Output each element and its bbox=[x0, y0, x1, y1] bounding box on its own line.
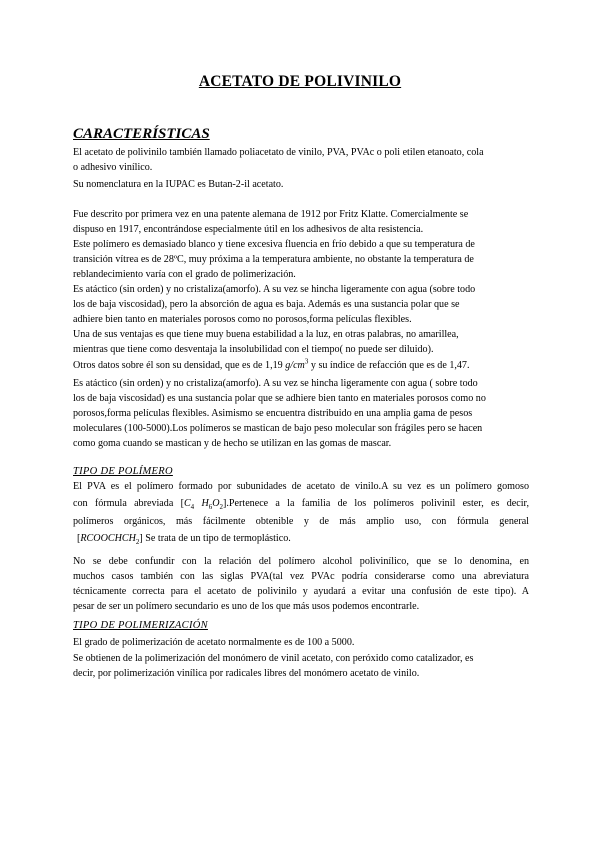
density-unit-exponent: 3 bbox=[304, 357, 309, 366]
general-formula-line bbox=[77, 532, 291, 545]
paragraph-line: dispuso en 1917, encontrándose especialmente útil en los adhesivos de alta resistencia. bbox=[73, 224, 424, 235]
density-line bbox=[73, 359, 470, 372]
paragraph-line: técnicamente correcta para el acetato de polivinilo y ayudará a evitar una confusión de este tipo). A bbox=[73, 586, 529, 597]
paragraph-line: Es atáctico (sin orden) y no cristaliza(amorfo). A su vez se hincha ligeramente con agua (sobre todo bbox=[73, 284, 476, 295]
general-formula-text-after: ] Se trata de un tipo de termoplástico. bbox=[139, 533, 291, 544]
paragraph-line: Su nomenclatura en la IUPAC es Butan-2-il acetato. bbox=[73, 179, 284, 190]
paragraph-line: transición vítrea es de 28ºC, muy próxima a la temperatura ambiente, no obstante la temperatura de bbox=[73, 254, 474, 265]
general-formula-subscript: 2 bbox=[135, 538, 140, 547]
paragraph-line: muchos casos también con las siglas PVA(tal vez PVAc podría considerarse como una abreviatura bbox=[73, 571, 529, 582]
paragraph-line: polímeros orgánicos, más fácilmente obtenible y de más amplio uso, con fórmula general bbox=[73, 516, 529, 527]
section-heading-caracteristicas: CARACTERÍSTICAS bbox=[73, 126, 210, 142]
density-text-after: y su índice de refacción que es de 1,47. bbox=[308, 360, 470, 371]
paragraph-line: El PVA es el polímero formado por subunidades de acetato de vinilo.A su vez es un polímero gomoso bbox=[73, 481, 529, 492]
formula-oxygen: O bbox=[212, 498, 220, 509]
paragraph-line: o adhesivo vinílico. bbox=[73, 162, 153, 173]
paragraph-line: No se debe confundir con la relación del polímero alcohol polivinílico, que se lo denomina, en bbox=[73, 556, 529, 567]
density-text-before: Otros datos sobre él son su densidad, que es de 1,19 bbox=[73, 360, 286, 371]
paragraph-line: Este polímero es demasiado blanco y tiene excesiva fluencia en frío debido a que su temperatura de bbox=[73, 239, 475, 250]
formula-oxygen-subscript: 2 bbox=[219, 503, 224, 512]
formula-line bbox=[73, 496, 529, 512]
paragraph-line: decir, por polimerización vinílica por radicales libres del monómero acetato de vinilo. bbox=[73, 668, 420, 679]
paragraph-line: reblandecimiento varía con el grado de polimerización. bbox=[73, 269, 296, 280]
paragraph-line: El acetato de polivinilo también llamado poliacetato de vinilo, PVA, PVAc o poli etilen etanoato, cola bbox=[73, 147, 484, 158]
formula-text-after: ].Pertenece a la familia de los polímeros polivinil ester, es decir, bbox=[223, 498, 529, 509]
section-heading-tipo-polimerizacion: TIPO DE POLIMERIZACIÓN bbox=[73, 620, 208, 631]
formula-text-before: con fórmula abreviada [ bbox=[73, 498, 184, 509]
paragraph-line: Es atáctico (sin orden) y no cristaliza(amorfo). A su vez se hincha ligeramente con agua ( sobre todo bbox=[73, 378, 478, 389]
general-formula: RCOOCHCH bbox=[80, 533, 136, 544]
paragraph-line: Fue descrito por primera vez en una patente alemana de 1912 por Fritz Klatte. Comercialmente se bbox=[73, 209, 469, 220]
paragraph-line: El grado de polimerización de acetato normalmente es de 100 a 5000. bbox=[73, 637, 355, 648]
paragraph-line: adhiere bien tanto en materiales porosos como no porosos,forma películas flexibles. bbox=[73, 314, 412, 325]
paragraph-line: Una de sus ventajas es que tiene muy buena estabilidad a la luz, en otras palabras, no amarillea, bbox=[73, 329, 459, 340]
paragraph-line: los de baja viscosidad), pero la absorción de agua es baja. Además es una sustancia polar que se bbox=[73, 299, 460, 310]
formula-hydrogen: H bbox=[201, 498, 209, 509]
density-unit: g/cm bbox=[285, 360, 305, 371]
paragraph-line: moleculares (100-5000).Los polímeros se mastican de bajo peso molecular son frágiles pero se hacen bbox=[73, 423, 483, 434]
section-heading-tipo-polimero: TIPO DE POLÍMERO bbox=[73, 466, 173, 477]
paragraph-line: pesar de ser un polímero secundario es uno de los que más usos podemos encontrarle. bbox=[73, 601, 420, 612]
formula-hydrogen-subscript: 6 bbox=[208, 503, 213, 512]
general-formula-bracket: [ bbox=[77, 533, 81, 544]
paragraph-line: mientras que tiene como desventaja la insolubilidad con el tiempo( no puede ser diluido). bbox=[73, 344, 434, 355]
paragraph-line: Se obtienen de la polimerización del monómero de vinil acetato, con peróxido como catalizador, es bbox=[73, 653, 474, 664]
document-title: ACETATO DE POLIVINILO bbox=[198, 73, 402, 90]
paragraph-line: porosos,forma películas flexibles. Asimismo se encuentra distribuido en una amplia gama de pesos bbox=[73, 408, 473, 419]
formula-carbon-subscript: 4 bbox=[190, 503, 195, 512]
paragraph-line: los de baja viscosidad) es una sustancia polar que se adhiere bien tanto en materiales porosos como no bbox=[73, 393, 486, 404]
paragraph-line: como goma cuando se mastican y de hecho se utilizan en las gomas de mascar. bbox=[73, 438, 392, 449]
formula-carbon: C bbox=[183, 498, 191, 509]
